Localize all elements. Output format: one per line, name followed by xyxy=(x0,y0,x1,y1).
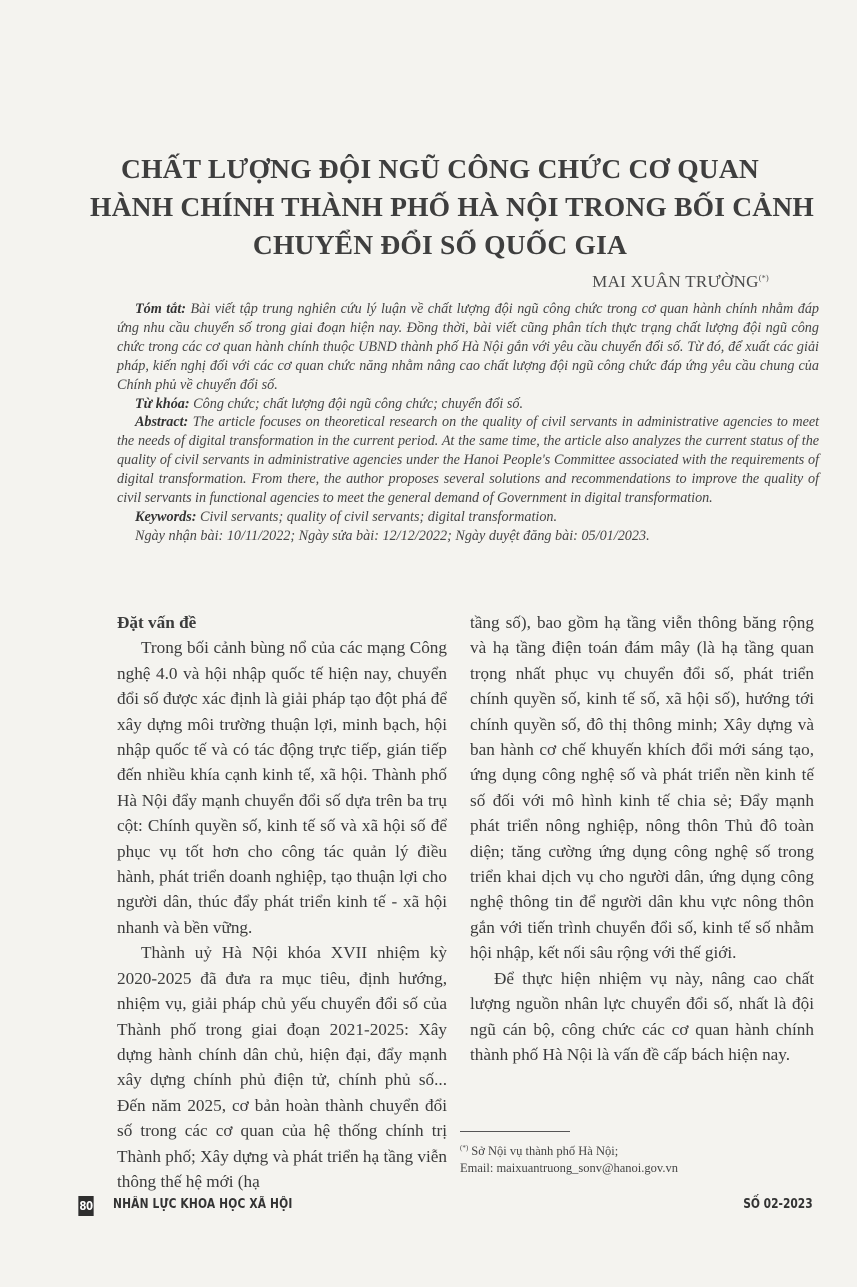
article-title xyxy=(90,150,814,264)
footnotes xyxy=(460,1140,678,1177)
vi-summary-label: Tóm tắt: xyxy=(135,301,186,317)
vi-summary xyxy=(117,300,819,395)
en-abstract-text: The article focuses on theoretical research on the quality of civil servants in administrative agencies to meet the needs of digital transformation in the current period. At the same time, the article also analyzes the current status of the quality of civil servants in administrative agencies under the Hanoi People's Committee associated with the requirements of digital transformation. From there, the author proposes several solutions and recommendations to improve the quality of civil servants in functional agencies to meet the general demand of Government in digital transformation. xyxy=(117,414,819,507)
issue-number: SỐ 02-2023 xyxy=(743,1197,813,1212)
en-keywords xyxy=(117,508,819,527)
author-byline xyxy=(592,272,769,292)
footnote-divider xyxy=(460,1131,570,1132)
body-paragraph: Thành uỷ Hà Nội khóa XVII nhiệm kỳ 2020-2025 đã đưa ra mục tiêu, định hướng, nhiệm vụ, giải pháp chủ yếu chuyển đổi số của Thành phố trong giai đoạn 2021-2025: Xây dựng hành chính dân chủ, hiện đại, đẩy mạnh xây dựng chính phủ điện tử, chính phủ số... Đến năm 2025, cơ bản hoàn thành chuyển đổi số trong các cơ quan của hệ thống chính trị Thành phố; Xây dựng và phát triển hạ tầng viễn thông thế hệ mới (hạ xyxy=(117,943,447,1191)
vi-keywords-label: Từ khóa: xyxy=(135,395,190,412)
title-line-1: CHẤT LƯỢNG ĐỘI NGŨ CÔNG CHỨC CƠ QUAN xyxy=(121,153,759,184)
affiliation-text: Sở Nội vụ thành phố Hà Nội; xyxy=(471,1144,619,1159)
vi-summary-text: Bài viết tập trung nghiên cứu lý luận về chất lượng đội ngũ công chức trong cơ quan hành chính nhằm đáp ứng nhu cầu chuyển số trong giai đoạn hiện nay. Đồng thời, bài viết cũng phân tích thực trạng chất lượng đội ngũ công chức trong các cơ quan hành chính thuộc UBND thành phố Hà Nội gắn với yêu cầu chuyển đổi số. Từ đó, để xuất các giải pháp, kiến nghị đối với các cơ quan chức năng nhằm nâng cao chất lượng đội ngũ công chức đáp ứng yêu cầu chung của Chính phủ về chuyển đổi số. xyxy=(117,301,820,393)
author-footnote-marker: (*) xyxy=(758,273,769,283)
article-dates: Ngày nhận bài: 10/11/2022; Ngày sửa bài: 12/12/2022; Ngày duyệt đăng bài: 05/01/2023. xyxy=(135,527,650,544)
footnote-marker: (*) xyxy=(460,1144,469,1152)
footnote-email: Email: maixuantruong_sonv@hanoi.gov.vn xyxy=(460,1161,678,1176)
body-column-right xyxy=(470,610,814,1067)
en-abstract xyxy=(117,413,819,508)
body-paragraph-continued: tầng số), bao gồm hạ tầng viễn thông băng rộng và hạ tầng điện toán đám mây (là hạ tầng quan trọng nhất phục vụ chuyển đổi số, phát triển chính quyền số, kinh tế số, xã hội số), hướng tới chính quyền số, đô thị thông minh; Xây dựng và ban hành cơ chế khuyến khích đổi mới sáng tạo, ứng dụng công nghệ số và phát triển nền kinh tế số đối với mô hình kinh tế chia sẻ; Đẩy mạnh phát triển nông nghiệp, nông thôn Thủ đô toàn diện; tăng cường ứng dụng công nghệ số trong triển khai dịch vụ cho người dân, ứng dụng công nghệ thông tin để người dân khu vực nông thôn gắn với tiến trình chuyển đổi số, kinh tế số nhằm hội nhập, kết nối sâu rộng với thế giới. xyxy=(470,613,814,963)
vi-keywords xyxy=(117,395,819,414)
en-abstract-label: Abstract: xyxy=(135,414,189,431)
body-column-left xyxy=(117,610,447,1194)
body-paragraph: Để thực hiện nhiệm vụ này, nâng cao chất lượng nguồn nhân lực chuyển đổi số, nhất là đội ngũ cán bộ, công chức các cơ quan hành chính thành phố Hà Nội là vấn đề cấp bách hiện nay. xyxy=(470,968,814,1064)
journal-name: NHÂN LỰC KHOA HỌC XÃ HỘI xyxy=(113,1197,293,1212)
title-line-2: HÀNH CHÍNH THÀNH PHỐ HÀ NỘI TRONG BỐI CẢNH xyxy=(90,191,814,222)
title-line-3: CHUYỂN ĐỔI SỐ QUỐC GIA xyxy=(252,229,628,260)
section-heading: Đặt vấn đề xyxy=(117,613,197,632)
en-keywords-label: Keywords: xyxy=(135,508,197,525)
body-paragraph: Trong bối cảnh bùng nổ của các mạng Công nghệ 4.0 và hội nhập quốc tế hiện nay, chuyển đổi số được xác định là giải pháp tạo đột phá để xây dựng môi trường thuận lợi, minh bạch, hội nhập quốc tế và có tác động trực tiếp, gián tiếp đến nhiều khía cạnh kinh tế, xã hội. Thành phố Hà Nội đẩy mạnh chuyển đổi số dựa trên ba trụ cột: Chính quyền số, kinh tế số và xã hội số để phục vụ tốt hơn cho công tác quản lý điều hành, phát triển doanh nghiệp, tạo thuận lợi cho người dân, thúc đẩy phát triển kinh tế - xã hội nhanh và bền vững. xyxy=(117,638,447,937)
footnote-affiliation xyxy=(460,1140,678,1160)
en-keywords-text: Civil servants; quality of civil servants; digital transformation. xyxy=(200,508,558,525)
vi-keywords-text: Công chức; chất lượng đội ngũ công chức; chuyển đổi số. xyxy=(193,395,524,412)
page-footer xyxy=(0,1195,857,1219)
author-name: MAI XUÂN TRƯỜNG xyxy=(592,272,759,291)
page-number: 80 xyxy=(78,1196,93,1216)
abstract-section xyxy=(117,300,819,546)
